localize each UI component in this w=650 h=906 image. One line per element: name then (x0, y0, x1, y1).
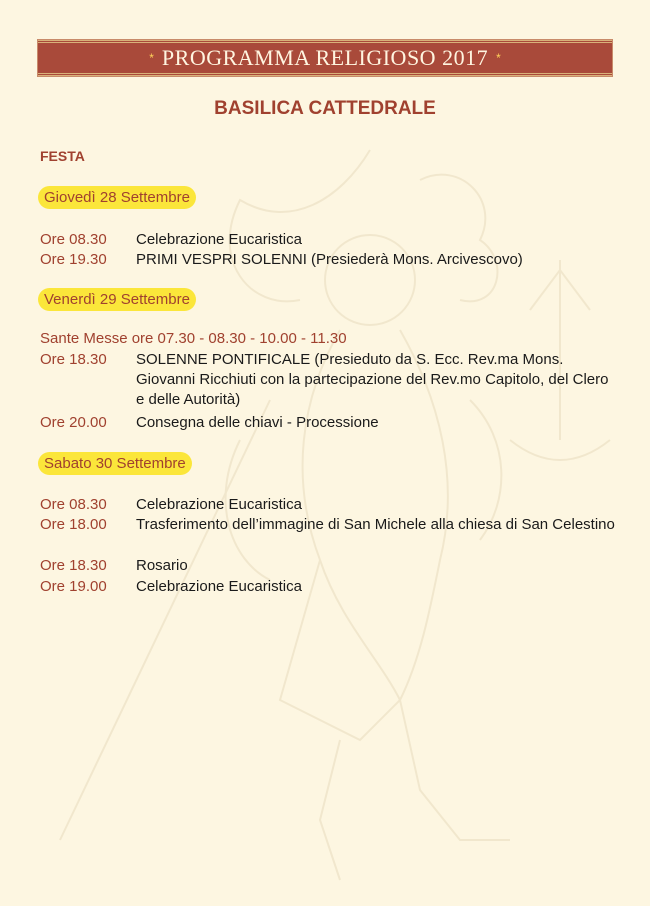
event-description: Celebrazione Eucaristica (136, 231, 302, 248)
day-label: Venerdì 29 Settembre (38, 288, 196, 311)
day-label: Sabato 30 Settembre (38, 452, 192, 475)
event-description: PRIMI VESPRI SOLENNI (Presiederà Mons. Arcivescovo) (136, 251, 523, 268)
event-row (40, 413, 620, 433)
page-title: PROGRAMMA RELIGIOSO 2017 (161, 45, 489, 70)
event-time: Ore 19.00 (40, 578, 107, 595)
event-row (40, 230, 620, 250)
star-icon: * (149, 51, 154, 65)
event-description: Celebrazione Eucaristica (136, 578, 302, 595)
event-row (40, 556, 620, 576)
event-row (40, 515, 620, 535)
event-description: Celebrazione Eucaristica (136, 496, 302, 513)
event-time: Ore 18.30 (40, 351, 107, 368)
day-label: Giovedì 28 Settembre (38, 186, 196, 209)
event-row (40, 577, 620, 597)
event-description: Rosario (136, 557, 188, 574)
event-time: Ore 20.00 (40, 414, 107, 431)
event-description: SOLENNE PONTIFICALE (Presieduto da S. Ecc. Rev.ma Mons. Giovanni Ricchiuti con la partecipazione del Rev.mo Capitolo, del Clero e delle Autorità) (136, 351, 609, 408)
event-description: Consegna delle chiavi - Processione (136, 414, 379, 431)
event-description: Trasferimento dell’immagine di San Michele alla chiesa di San Celestino (136, 516, 615, 533)
event-time: Ore 18.30 (40, 557, 107, 574)
event-time: Ore 18.00 (40, 516, 107, 533)
star-icon: * (496, 51, 501, 65)
event-row (40, 250, 620, 270)
event-time: Ore 19.30 (40, 251, 107, 268)
masses-note: Sante Messe ore 07.30 - 08.30 - 10.00 - 11.30 (40, 330, 347, 347)
event-time: Ore 08.30 (40, 496, 107, 513)
event-time: Ore 08.30 (40, 231, 107, 248)
event-row (40, 495, 620, 515)
title-banner (38, 40, 612, 76)
event-row (40, 350, 620, 410)
location-heading: BASILICA CATTEDRALE (214, 98, 436, 119)
section-label: FESTA (40, 148, 85, 164)
